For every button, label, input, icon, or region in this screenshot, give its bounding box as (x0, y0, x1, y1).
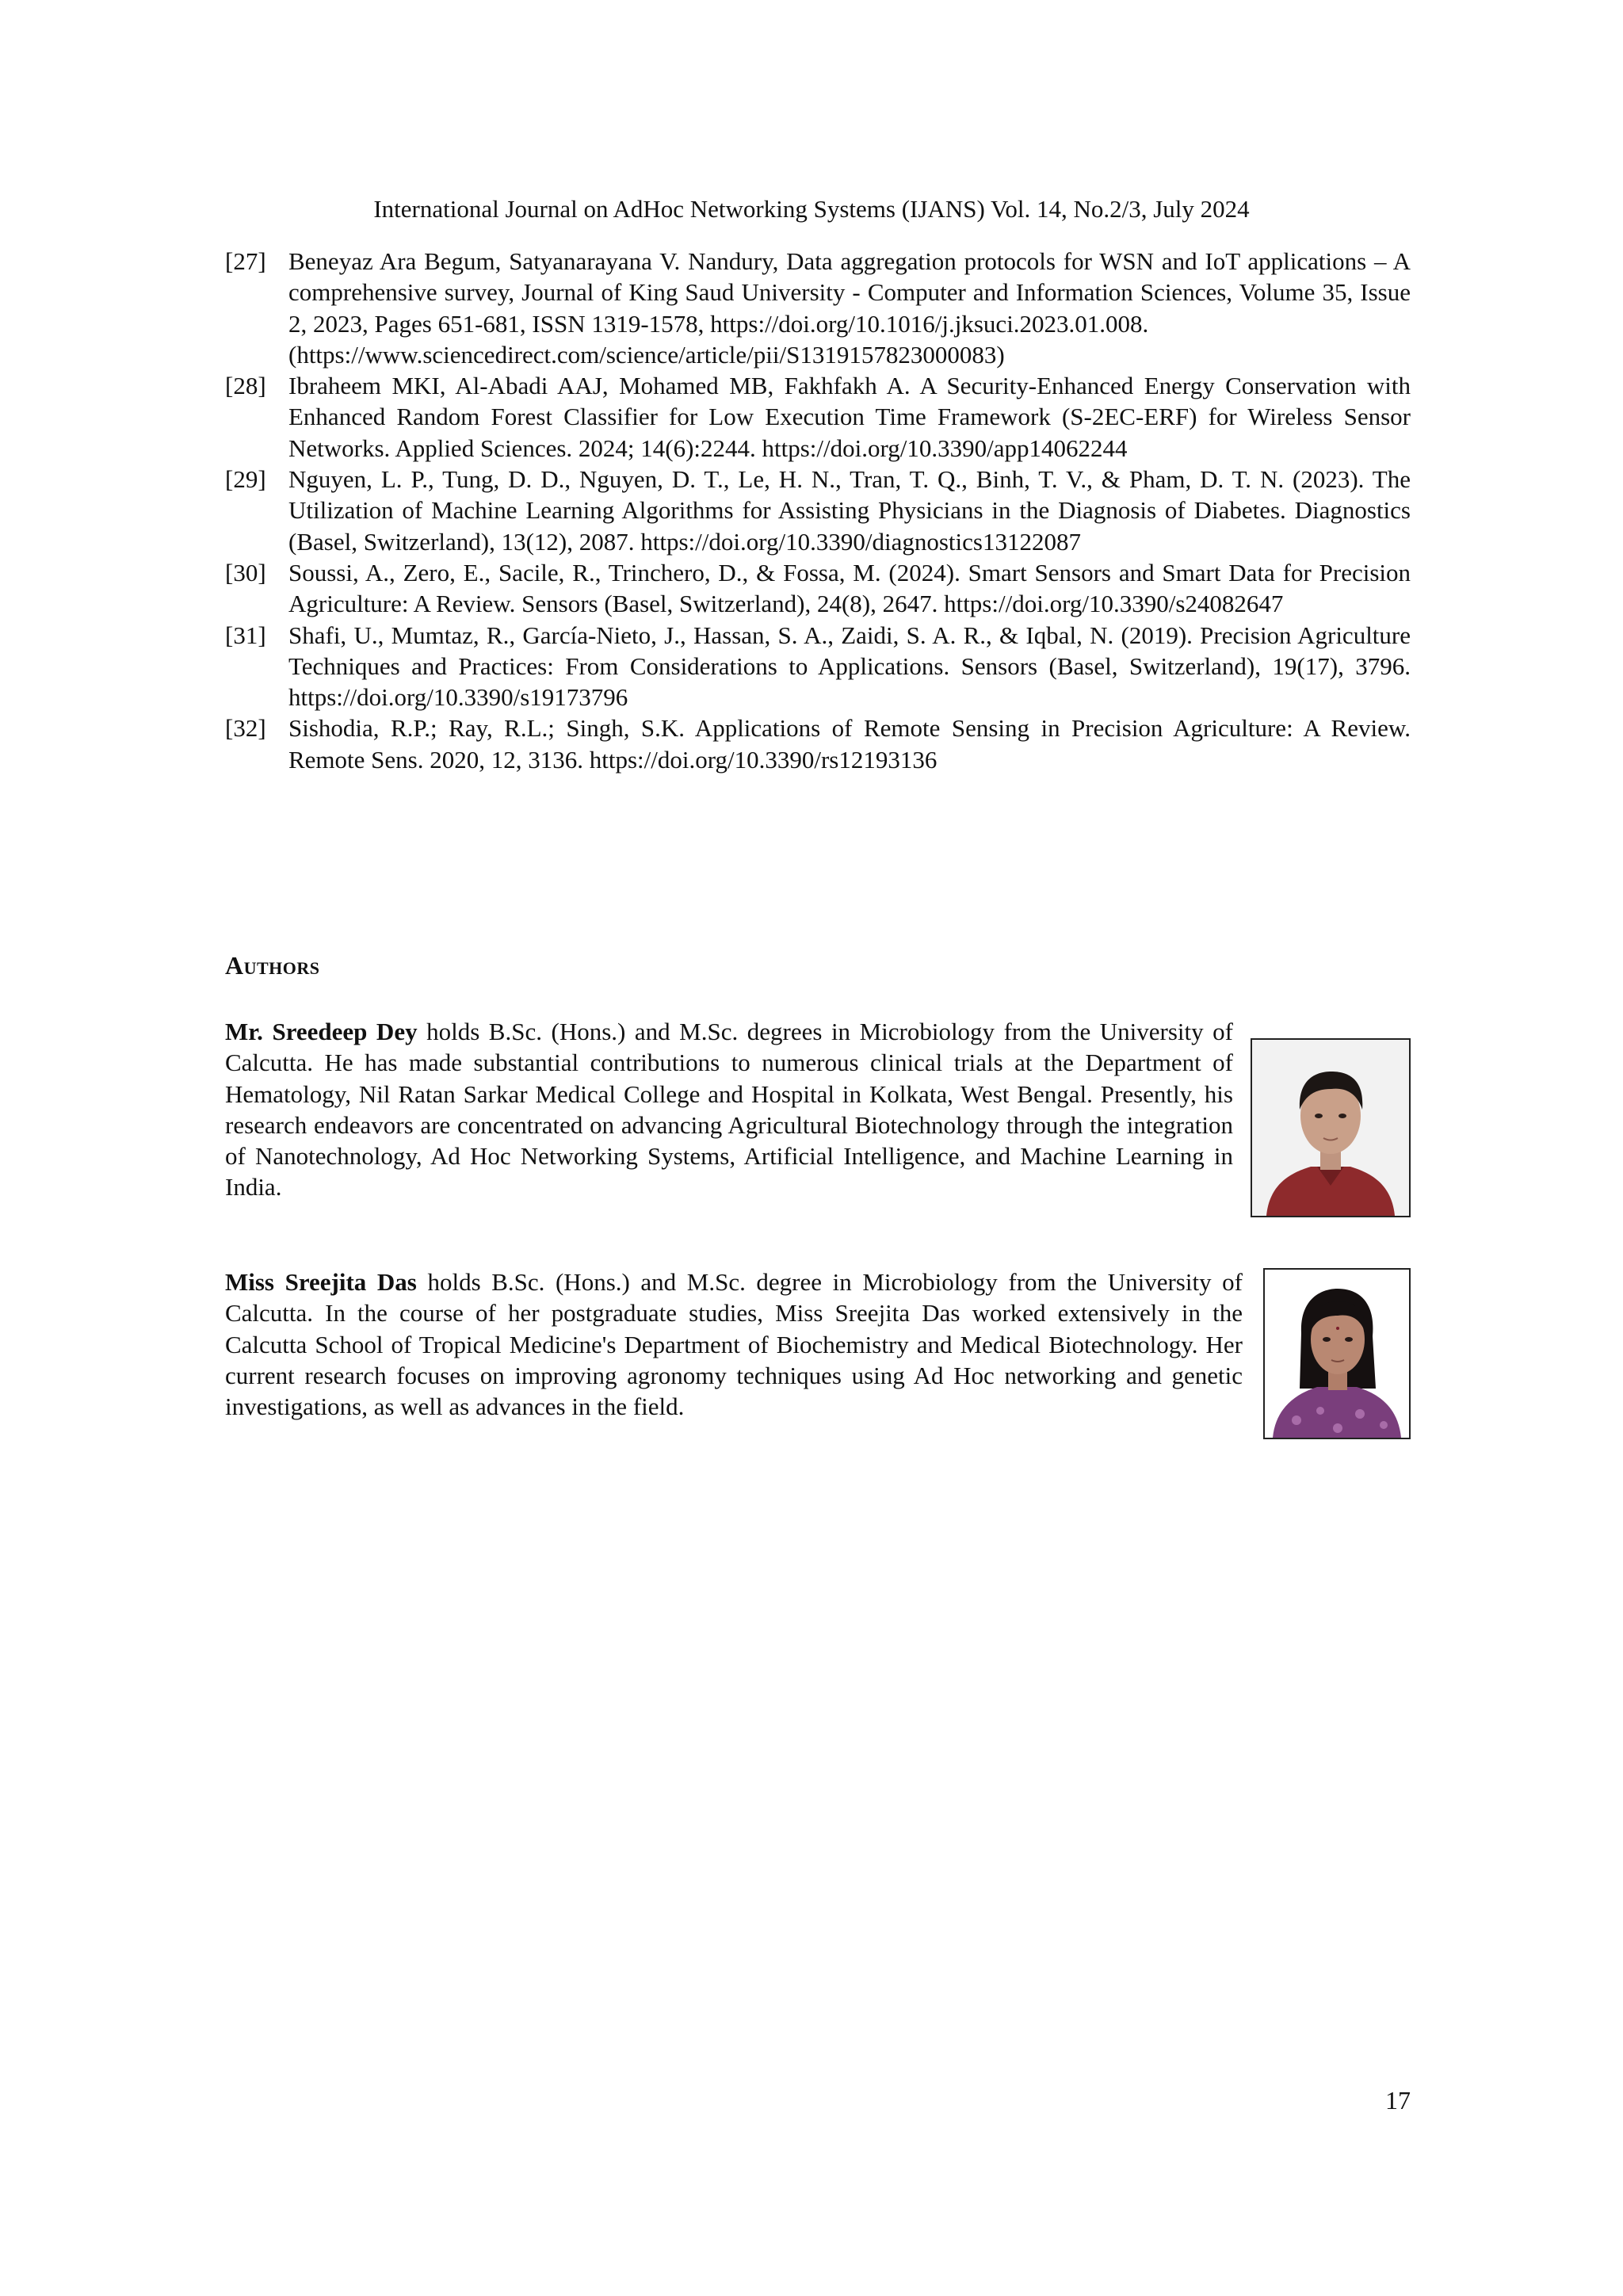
reference-url: (https://www.sciencedirect.com/science/article/pii/S1319157823000083) (288, 340, 1005, 369)
running-header: International Journal on AdHoc Networking Systems (IJANS) Vol. 14, No.2/3, July 2024 (373, 195, 1250, 223)
author-photo (1251, 1038, 1411, 1217)
reference-item (225, 620, 1411, 713)
author-bio-text: holds B.Sc. (Hons.) and M.Sc. degree in Microbiology from the University of Calcutta. In the course of her postgraduate studies, Miss Sreejita Das worked extensively in the Calcutta School of Tropical Medicine's Department of Biochemistry and Medical Biotechnology. Her current research focuses on improving agronomy techniques using Ad Hoc networking and genetic investigations, as well as advances in the field. (225, 1268, 1243, 1421)
authors-heading (225, 949, 320, 981)
page-number: 17 (1385, 2086, 1411, 2115)
author-photo (1263, 1268, 1411, 1439)
author-bio (225, 1016, 1233, 1203)
reference-text: Sishodia, R.P.; Ray, R.L.; Singh, S.K. Applications of Remote Sensing in Precision Agriculture: A Review. Remote Sens. 2020, 12, 3136. https://doi.org/10.3390/rs12193136 (288, 714, 1411, 774)
reference-number: [28] (225, 372, 266, 400)
reference-item (225, 557, 1411, 620)
reference-item (225, 464, 1411, 557)
reference-number: [27] (225, 247, 266, 275)
reference-text: Soussi, A., Zero, E., Sacile, R., Trinchero, D., & Fossa, M. (2024). Smart Sensors and Smart Data for Precision Agriculture: A Review. Sensors (Basel, Switzerland), 24(8), 2647. https://doi.org/10.3390/s24082647 (288, 558, 1411, 618)
reference-item (225, 246, 1411, 370)
reference-number: [30] (225, 558, 266, 586)
reference-number: [31] (225, 621, 266, 649)
reference-text: Beneyaz Ara Begum, Satyanarayana V. Nandury, Data aggregation protocols for WSN and IoT applications – A comprehensive survey, Journal of King Saud University - Computer and Information Sciences, Volume 35, Issue 2, 2023, Pages 651-681, ISSN 1319-1578, https://doi.org/10.1016/j.jksuci.2023.01.008. (288, 247, 1411, 338)
author-bio-text: holds B.Sc. (Hons.) and M.Sc. degrees in Microbiology from the University of Calcutta. He has made substantial contributions to numerous clinical trials at the Department of Hematology, Nil Ratan Sarkar Medical College and Hospital in Kolkata, West Bengal. Presently, his research endeavors are concentrated on advancing Agricultural Biotechnology through the integration of Nanotechnology, Ad Hoc Networking Systems, Artificial Intelligence, and Machine Learning in India. (225, 1018, 1233, 1201)
reference-number: [32] (225, 714, 266, 743)
authors-heading-initial: A (225, 951, 244, 980)
reference-text: Shafi, U., Mumtaz, R., García-Nieto, J., Hassan, S. A., Zaidi, S. A. R., & Iqbal, N. (2019). Precision Agriculture Techniques and Practices: From Considerations to Applications. Sensors (Basel, Switzerland), 19(17), 3796. https://doi.org/10.3390/s19173796 (288, 621, 1411, 712)
author-bio (225, 1266, 1243, 1422)
author-name: Miss Sreejita Das (225, 1268, 417, 1296)
reference-text: Nguyen, L. P., Tung, D. D., Nguyen, D. T., Le, H. N., Tran, T. Q., Binh, T. V., & Pham, D. T. N. (2023). The Utilization of Machine Learning Algorithms for Assisting Physicians in the Diagnosis of Diabetes. Diagnostics (Basel, Switzerland), 13(12), 2087. https://doi.org/10.3390/diagnostics13122087 (288, 465, 1411, 556)
reference-text: Ibraheem MKI, Al-Abadi AAJ, Mohamed MB, Fakhfakh A. A Security-Enhanced Energy Conservation with Enhanced Random Forest Classifier for Low Execution Time Framework (S-2EC-ERF) for Wireless Sensor Networks. Applied Sciences. 2024; 14(6):2244. https://doi.org/10.3390/app14062244 (288, 372, 1411, 462)
authors-heading-rest: uthors (243, 951, 320, 980)
reference-item (225, 712, 1411, 775)
reference-number: [29] (225, 465, 266, 494)
reference-list (225, 246, 1411, 775)
author-name: Mr. Sreedeep Dey (225, 1018, 418, 1045)
reference-item (225, 370, 1411, 464)
